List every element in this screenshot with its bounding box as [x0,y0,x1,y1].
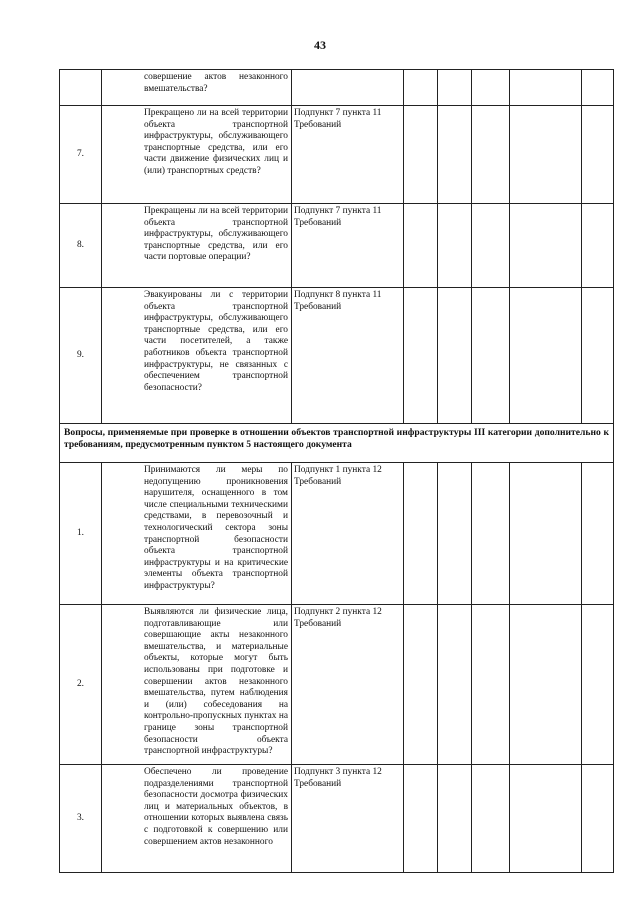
answer-cell [510,765,582,873]
answer-cell [472,288,510,424]
answer-cell [438,288,472,424]
row-number: 8. [60,204,102,288]
section-row [60,424,614,463]
section-heading: Вопросы, применяемые при проверке в отношении объектов транспортной инфраструктуры III категории дополнительно к требованиям, предусмотренным пунктом 5 настоящего документа [60,424,614,463]
answer-cell [510,463,582,605]
question-text: Прекращены ли на всей территории объекта транспортной инфраструктуры, обслуживающего транспортные средства, или его части портовые операции? [144,206,288,263]
answer-cell [582,204,614,288]
row-number: 1. [60,463,102,605]
answer-cell [582,288,614,424]
table-row [60,288,614,424]
answer-cell [438,605,472,765]
answer-cell [510,288,582,424]
question-cell [102,106,292,204]
row-number [60,70,102,106]
answer-cell [472,765,510,873]
answer-cell [582,463,614,605]
answer-cell [510,605,582,765]
checklist-table [59,69,614,873]
row-number: 3. [60,765,102,873]
question-cell [102,765,292,873]
question-cell [102,204,292,288]
answer-cell [472,463,510,605]
reference-cell: Подпункт 2 пункта 12 Требований [292,605,404,765]
reference-cell: Подпункт 8 пункта 11 Требований [292,288,404,424]
question-cell [102,605,292,765]
reference-cell: Подпункт 7 пункта 11 Требований [292,204,404,288]
answer-cell [582,106,614,204]
answer-cell [472,204,510,288]
table-row [60,106,614,204]
answer-cell [582,605,614,765]
answer-cell [472,605,510,765]
question-text: Обеспечено ли проведение подразделениями транспортной безопасности досмотра физических лиц и материальных объектов, в отношении которых выявлена связь с подготовкой к совершению или совершением актов незаконного [144,767,288,847]
answer-cell [510,106,582,204]
question-text: совершение актов незаконного вмешательства? [144,72,288,94]
answer-cell [438,70,472,106]
table-row [60,204,614,288]
answer-cell [472,106,510,204]
reference-cell: Подпункт 7 пункта 11 Требований [292,106,404,204]
reference-cell: Подпункт 1 пункта 12 Требований [292,463,404,605]
answer-cell [404,70,438,106]
row-number: 7. [60,106,102,204]
question-text: Прекращено ли на всей территории объекта транспортной инфраструктуры, обслуживающего транспортные средства, или его части движение физических лиц и (или) транспортных средств? [144,108,288,176]
table-row [60,765,614,873]
answer-cell [404,204,438,288]
question-cell [102,288,292,424]
page-number: 43 [314,38,326,52]
question-cell [102,463,292,605]
answer-cell [404,605,438,765]
table-row [60,463,614,605]
question-cell [102,70,292,106]
answer-cell [510,204,582,288]
answer-cell [510,70,582,106]
answer-cell [404,106,438,204]
question-text: Принимаются ли меры по недопущению проникновения нарушителя, оснащенного в том числе специальными техническими средствами, в перевозочный и технологический сектора зоны транспортной безопасности объекта транспортной инфраструктуры и на критические элементы объекта транспортной инфраструктуры? [144,465,288,591]
question-text: Выявляются ли физические лица, подготавливающие или совершающие акты незаконного вмешательства, и материальные объекты, которые могут быть использованы при подготовке и совершении актов незаконного вмешательства, путем наблюдения и (или) собеседования на контрольно-пропускных пунктах на границе зоны транспортной безопасности объекта транспортной инфраструктуры? [144,607,288,757]
row-number: 9. [60,288,102,424]
answer-cell [438,765,472,873]
table-row [60,605,614,765]
answer-cell [404,288,438,424]
answer-cell [404,463,438,605]
answer-cell [404,765,438,873]
answer-cell [582,765,614,873]
answer-cell [438,204,472,288]
reference-cell [292,70,404,106]
answer-cell [438,463,472,605]
answer-cell [582,70,614,106]
answer-cell [472,70,510,106]
reference-cell: Подпункт 3 пункта 12 Требований [292,765,404,873]
row-number: 2. [60,605,102,765]
question-text: Эвакуированы ли с территории объекта транспортной инфраструктуры, обслуживающего транспортные средства, или его части посетителей, а также работников объекта транспортной инфраструктуры, не связанных с обеспечением транспортной безопасности? [144,290,288,393]
answer-cell [438,106,472,204]
table-row [60,70,614,106]
